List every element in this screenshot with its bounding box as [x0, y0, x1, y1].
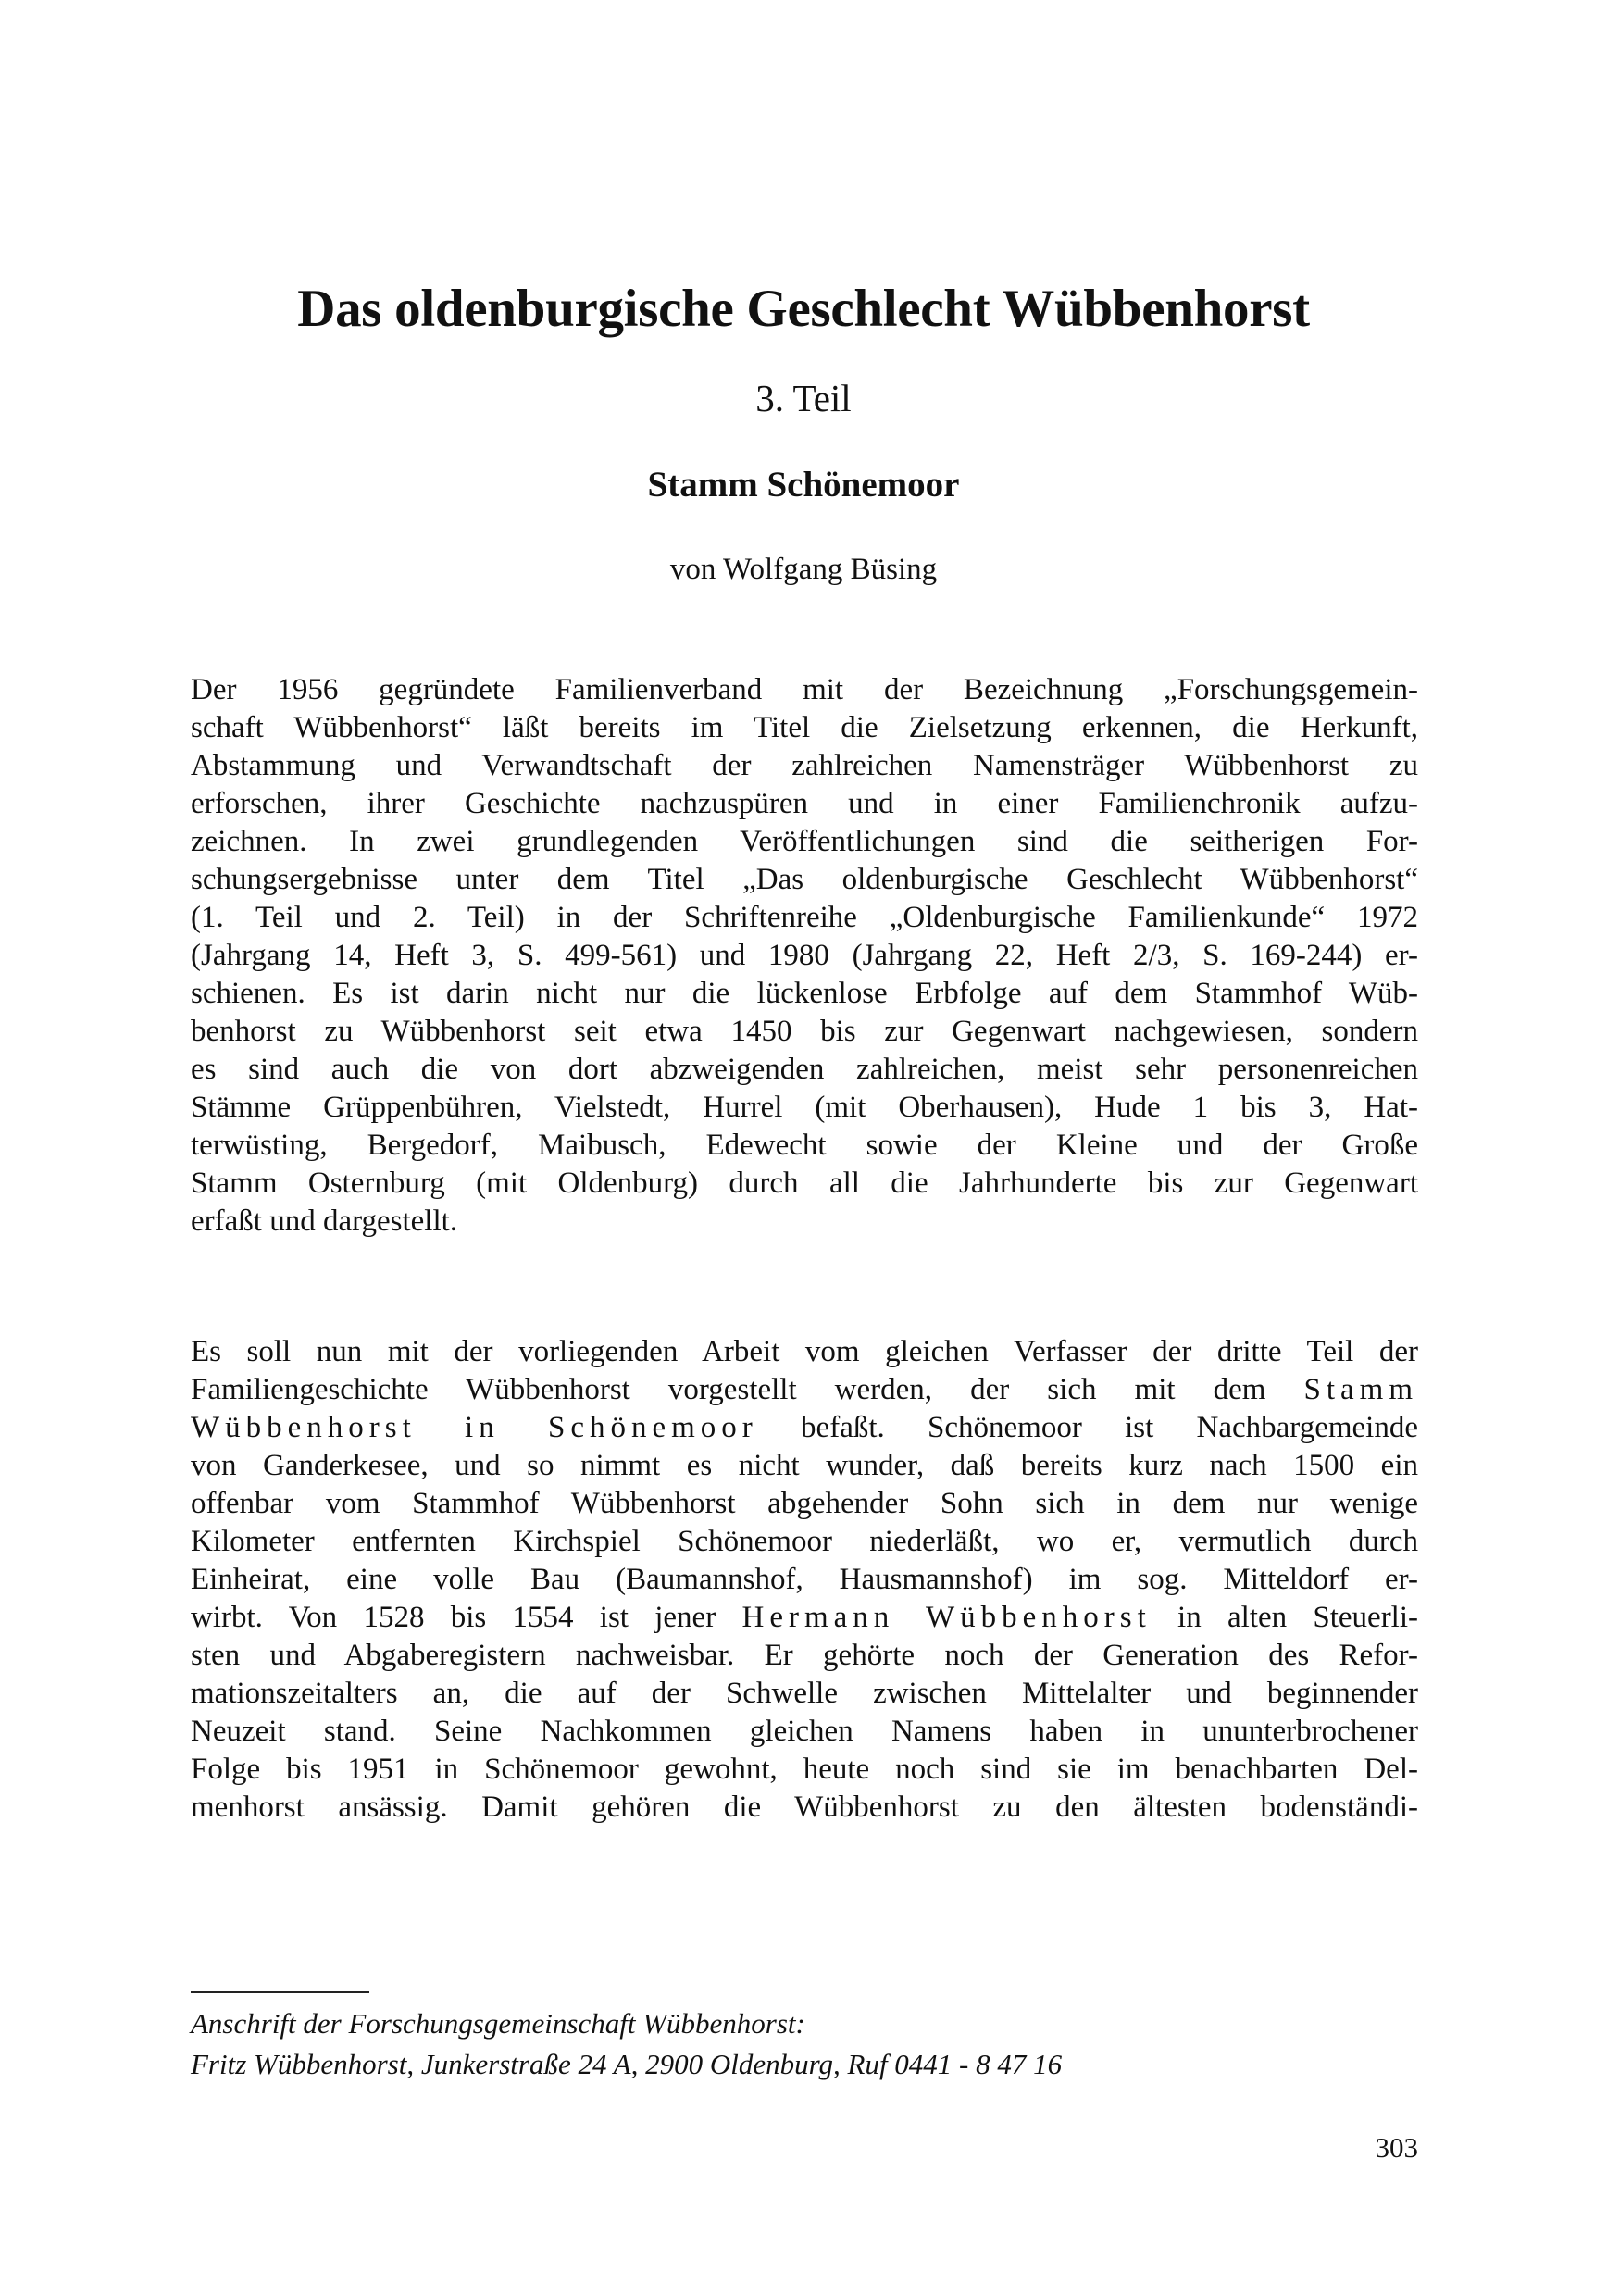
footnote-line: Fritz Wübbenhorst, Junkerstraße 24 A, 2900 Oldenburg, Ruf 0441 - 8 47 16 [191, 2048, 1063, 2080]
article-title: Das oldenburgische Geschlecht Wübbenhorst [297, 280, 1310, 338]
text-segment: wirbt. Von 1528 bis 1554 ist jener [191, 1601, 742, 1634]
text-line [191, 1371, 1418, 1409]
text-line: (Jahrgang 14, Heft 3, S. 499-561) und 1980 (Jahrgang 22, Heft 2/3, S. 169-244) er- [191, 939, 1418, 972]
text-line: es sind auch die von dort abzweigenden zahlreichen, meist sehr personenreichen [191, 1053, 1418, 1086]
text-line: Folge bis 1951 in Schönemoor gewohnt, heute noch sind sie im benachbarten Del- [191, 1753, 1418, 1786]
text-line: menhorst ansässig. Damit gehören die Wübbenhorst zu den ältesten bodenständi- [191, 1791, 1418, 1824]
footnote-line: Anschrift der Forschungsgemeinschaft Wübbenhorst: [191, 2007, 805, 2040]
footnote-divider [191, 1991, 369, 1993]
text-line: Stamm Osternburg (mit Oldenburg) durch all die Jahrhunderte bis zur Gegenwart [191, 1167, 1418, 1200]
text-line: offenbar vom Stammhof Wübbenhorst abgehender Sohn sich in dem nur wenige [191, 1487, 1418, 1520]
text-line: erforschen, ihrer Geschichte nachzuspüren und in einer Familienchronik aufzu- [191, 787, 1418, 820]
text-line: Abstammung und Verwandtschaft der zahlreichen Namensträger Wübbenhorst zu [191, 749, 1418, 782]
paragraph-1 [191, 671, 1418, 1241]
spaced-emphasis: Stamm [1303, 1373, 1418, 1406]
text-line: benhorst zu Wübbenhorst seit etwa 1450 bis zur Gegenwart nachgewiesen, sondern [191, 1015, 1418, 1048]
page-number: 303 [1375, 2131, 1418, 2164]
text-line: von Ganderkesee, und so nimmt es nicht wunder, daß bereits kurz nach 1500 ein [191, 1449, 1418, 1482]
text-line: terwüsting, Bergedorf, Maibusch, Edewecht sowie der Kleine und der Große [191, 1129, 1418, 1162]
text-line: Es soll nun mit der vorliegenden Arbeit vom gleichen Verfasser der dritte Teil der [191, 1335, 1418, 1368]
spaced-emphasis: Hermann Wübbenhorst [741, 1601, 1152, 1634]
text-line: zeichnen. In zwei grundlegenden Veröffentlichungen sind die seitherigen For- [191, 825, 1418, 858]
part-label: 3. Teil [755, 377, 852, 419]
paragraph-2 [191, 1333, 1418, 1827]
text-line: Kilometer entfernten Kirchspiel Schönemoor niederläßt, wo er, vermutlich durch [191, 1525, 1418, 1558]
author-line: von Wolfgang Büsing [669, 553, 938, 586]
text-line: sten und Abgaberegistern nachweisbar. Er gehörte noch der Generation des Refor- [191, 1639, 1418, 1672]
text-line: erfaßt und dargestellt. [191, 1204, 458, 1238]
text-line: (1. Teil und 2. Teil) in der Schriftenreihe „Oldenburgische Familienkunde“ 1972 [191, 901, 1418, 934]
text-line: Der 1956 gegründete Familienverband mit der Bezeichnung „Forschungsgemein- [191, 673, 1418, 706]
text-line [191, 1409, 1418, 1447]
text-line: schaft Wübbenhorst“ läßt bereits im Titel die Zielsetzung erkennen, die Herkunft, [191, 711, 1418, 744]
text-line: Einheirat, eine volle Bau (Baumannshof, Hausmannshof) im sog. Mitteldorf er- [191, 1563, 1418, 1596]
text-segment: befaßt. Schönemoor ist Nachbargemeinde [757, 1411, 1418, 1444]
text-segment: in alten Steuerli- [1151, 1601, 1419, 1634]
text-line: Neuzeit stand. Seine Nachkommen gleichen Namens haben in ununterbrochener [191, 1715, 1418, 1748]
text-line [191, 1599, 1418, 1637]
text-line: Stämme Grüppenbühren, Vielstedt, Hurrel (mit Oberhausen), Hude 1 bis 3, Hat- [191, 1091, 1418, 1124]
text-line: schungsergebnisse unter dem Titel „Das oldenburgische Geschlecht Wübbenhorst“ [191, 863, 1418, 896]
text-line: mationszeitalters an, die auf der Schwelle zwischen Mittelalter und beginnender [191, 1677, 1418, 1710]
text-segment: Familiengeschichte Wübbenhorst vorgestellt werden, der sich mit dem [191, 1373, 1304, 1406]
text-line: schienen. Es ist darin nicht nur die lückenlose Erbfolge auf dem Stammhof Wüb- [191, 977, 1418, 1010]
article-subtitle: Stamm Schönemoor [647, 465, 960, 505]
spaced-emphasis: Wübbenhorst in Schönemoor [191, 1411, 758, 1444]
